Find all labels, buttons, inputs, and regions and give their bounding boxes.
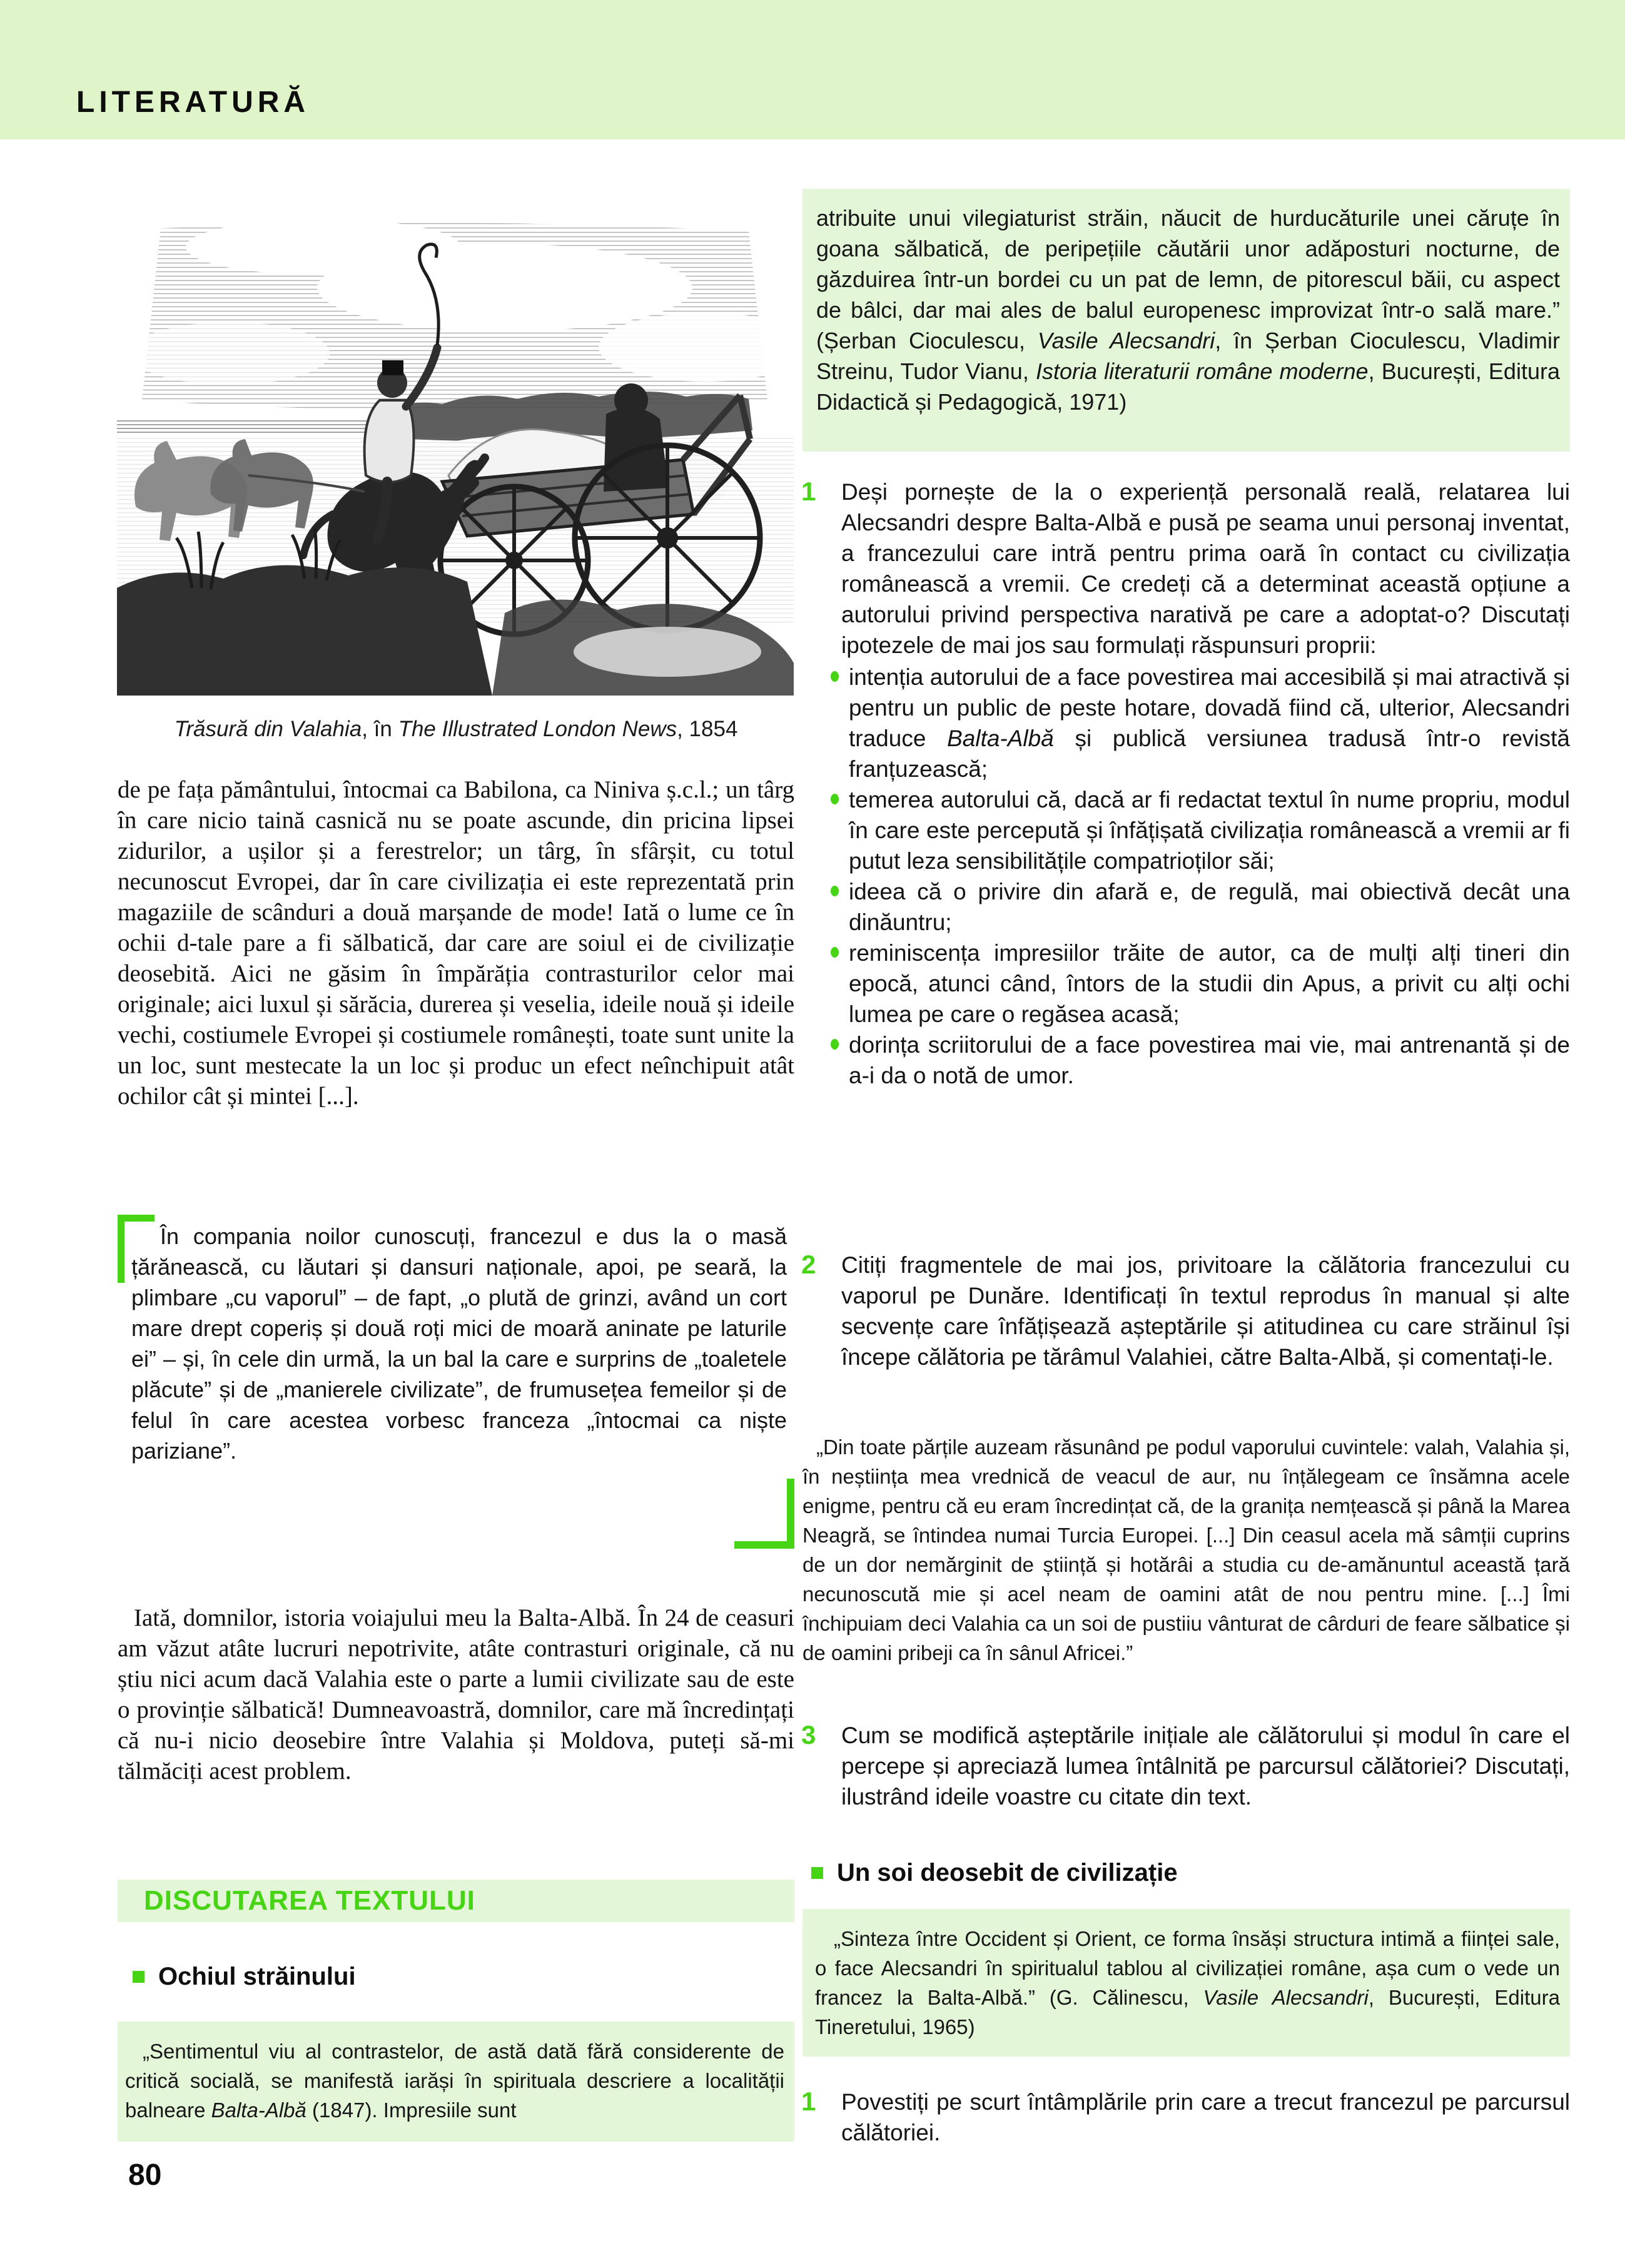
- bullet-dot-icon: [831, 1039, 839, 1050]
- question-number: 1: [801, 2087, 816, 2116]
- green-quote-block-bottom: „Sinteza între Occident și Orient, ce forma însăși structura intimă a ființei sale, o face Alecsandri în spiritualul tablou al civilizației române, așa cum o vede un francez la Balta-Albă.” (G. Călinescu, Vasile Alecsandri, București, Editura Tineretului, 1965): [802, 1909, 1570, 2057]
- question-number: 3: [801, 1720, 816, 1749]
- question-number: 2: [801, 1250, 816, 1279]
- question-text: Povestiți pe scurt întâmplările prin care a trecut francezul pe parcursul călătoriei.: [841, 2089, 1570, 2145]
- question-item-3: [802, 1720, 1570, 1812]
- green-quote-block: „Sentimentul viu al contrastelor, de astă dată fără considerente de critică socială, se manifestă iarăși în spirituala descriere a localității balneare Balta-Albă (1847). Impresiile sunt: [118, 2022, 794, 2142]
- bullet-dot-icon: [831, 794, 839, 804]
- square-bullet-icon: [133, 1971, 144, 1983]
- steamboat-quote: „Din toate părțile auzeam răsunând pe podul vaporului cuvintele: valah, Valahia și, în neștiința mea vrednică de veacul de aur, nu înțălegeam ce însămna acele enigme, pentru că eu eram încredințat că, de la granița nemțească și până la Marea Neagră, se întindea numai Turcia Europei. [...] Din ceasul acela mă sâmții cuprins de un dor nemărginit de știință și hotărâi a studia cu de-amănuntul această țară necunoscută mie și acel neam de oamini atât de nou pentru mine. [...] Îmi închipuiam deci Valahia ca un soi de pustiiu vânturat de cârduri de feare sălbatice și de oamini pribeji ca în sânul Africei.”: [802, 1435, 1570, 1664]
- question-text: Deși pornește de la o experiență personală reală, relatarea lui Alecsandri despre Balta-Albă e pusă pe seama unui personaj inventat, a francezului care intră pentru prima oară în contact cu civilizația românească a vremii. Ce credeți că a determinat această opțiune a autorului privind perspectiva narativă pe care a adoptat-o? Discutați ipotezele de mai jos sau formulați răspunsuri proprii:: [841, 479, 1570, 658]
- body-paragraph-1: de pe fața pământului, întocmai ca Babilona, ca Niniva ș.c.l.; un târg în care nicio taină casnică nu se poate ascunde, din pricina lipsei zidurilor, a ușilor și a ferestrelor; un târg, în sfârșit, cu totul necunoscut Evropei, dar în care civilizația ei este reprezentată prin magaziile de scânduri a două marșande de mode! Iată o lume ce în ochii d-tale pare a fi sălbatică, dar care are soiul ei de civilizație deosebită. Aici ne găsim în împărăția contrasturilor celor mai originale; aici luxul și sărăcia, durerea și veselia, ideile nouă și ideile vechi, costiumele Evropei și costiumele românești, toate sunt unite la un loc, sunt mestecate la un loc și produc un efect neînchipuit atât ochilor cât și mintei [...].: [118, 776, 794, 1110]
- bullet-dot-icon: [831, 947, 839, 958]
- bullet-dot-icon: [831, 886, 839, 896]
- left-column: [118, 0, 794, 2268]
- list-item: dorința scriitorului de a face povestirea mai vie, mai antrenantă și de a-i da o notă de umor.: [831, 1030, 1570, 1091]
- question-text: Citiți fragmentele de mai jos, privitoare la călătoria francezului cu vaporul pe Dunăre. Identificați în textul reprodus în manual și alte secvențe care înfățișează așteptările și atitudinea cu care străinul își începe călătoria pe tărâmul Valahiei, către Balta-Albă, și comentați-le.: [841, 1252, 1570, 1370]
- section-heading-band: [118, 1880, 794, 1922]
- caption-source: The Illustrated London News: [398, 717, 677, 741]
- quote-corner-icon: [734, 1479, 794, 1549]
- list-item: temerea autorului că, dacă ar fi redactat textul în nume propriu, modul în care este percepută și înfățișată civilizația românească a vremii ar fi putut leza sensibilitățile compatrioților săi;: [831, 784, 1570, 876]
- section-heading: DISCUTAREA TEXTULUI: [144, 1885, 475, 1916]
- green-quote-block-top: atribuite unui vilegiaturist străin, năucit de hurducăturile unei căruțe în goana sălbatică, de peripețiile căutării unor adăposturi nocturne, de găzduirea într-un bordei cu un pat de lemn, de pitorescul băii, cu aspect de bâlci, dar mai ales de balul europenesc improvizat într-o sală mare.” (Șerban Cioculescu, Vasile Alecsandri, în Șerban Cioculescu, Vladimir Streinu, Tudor Vianu, Istoria literaturii române moderne, București, Editura Didactică și Pedagogică, 1971): [802, 189, 1570, 452]
- question-number: 1: [801, 477, 816, 506]
- square-bullet-icon: [811, 1867, 823, 1879]
- page-title: LITERATURĂ: [76, 86, 310, 119]
- page-number: 80: [128, 2159, 162, 2192]
- carriage-engraving-illustration: [113, 213, 798, 696]
- subheading-row: [133, 1963, 356, 1991]
- caption-title: Trăsură din Valahia: [174, 717, 362, 741]
- bullet-dot-icon: [831, 671, 839, 682]
- question-item-2: [802, 1250, 1570, 1372]
- framed-quote: [118, 1212, 794, 1550]
- hypothesis-list: [831, 662, 1570, 1091]
- question-text: Cum se modifică așteptările inițiale ale călătorului și modul în care el percepe și apreciază lumea întâlnită pe parcursul călătoriei? Discutați, ilustrând ideile voastre cu citate din text.: [841, 1723, 1570, 1810]
- framed-quote-text: În compania noilor cunoscuți, francezul e dus la o masă țărănească, cu lăutari și dansuri naționale, apoi, pe seară, la plimbare „cu vaporul” – de fapt, „o plută de grinzi, având un cort mare drept coperiș și două roți mici de moară aninate pe laturile ei” – și, în cele din urmă, la un bal la care e surprins de „toaletele plăcute” și de „manierele civilizate”, de frumusețea femeilor și de felul în care acestea vorbesc franceza „întocmai ca niște pariziane”.: [131, 1223, 787, 1464]
- body-paragraph-2: Iată, domnilor, istoria voiajului meu la Balta-Albă. În 24 de ceasuri am văzut atâte lucruri nepotrivite, atâte contrasturi originale, că nu știu nici acum dacă Valahia este o parte a lumii civilizate sau de este o provinție sălbatică! Dumneavoastră, domnilor, care mă încredințați că nu-i nicio deosebire între Valahia și Moldova, puteți să-mi tălmăciți acest problem.: [118, 1604, 794, 1785]
- subheading-row: [811, 1859, 1178, 1887]
- list-item: reminiscența impresiilor trăite de autor, ca de mulți alți tineri din epocă, atunci când, întors de la studii din Apus, a privit cu alți ochi lumea pe care o regăsea acasă;: [831, 938, 1570, 1030]
- question-item-1b: [802, 2087, 1570, 2148]
- subheading-text: Ochiul străinului: [158, 1963, 356, 1990]
- illustration-caption: Trăsură din Valahia, în The Illustrated London News, 1854: [174, 717, 738, 741]
- question-item-1: [802, 477, 1570, 1091]
- list-item: ideea că o privire din afară e, de regulă, mai obiectivă decât una dinăuntru;: [831, 876, 1570, 938]
- list-item: intenția autorului de a face povestirea mai accesibilă și mai atractivă și pentru un public de peste hotare, dovadă fiind că, ulterior, Alecsandri traduce Balta-Albă și publică versiunea tradusă într-o revistă franțuzească;: [831, 662, 1570, 784]
- right-column: [802, 0, 1570, 2268]
- subheading-text: Un soi deosebit de civilizație: [837, 1859, 1178, 1886]
